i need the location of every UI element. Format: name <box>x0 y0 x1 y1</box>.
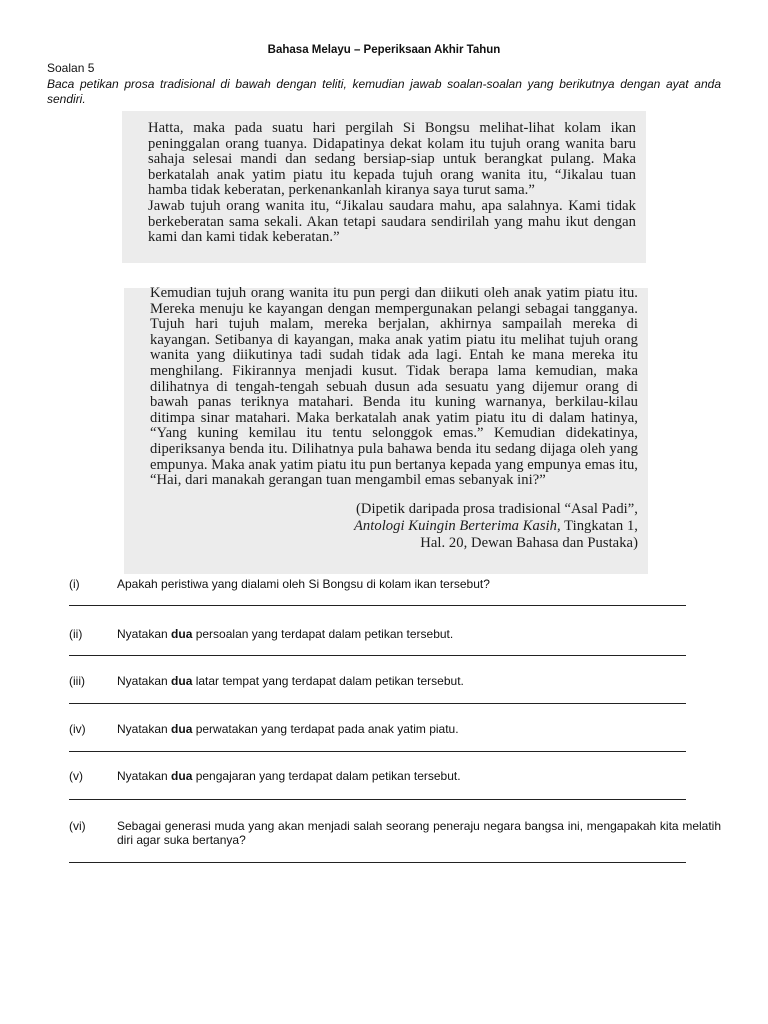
passage-excerpt-1 <box>122 111 646 263</box>
question-text-part: Sebagai generasi muda yang akan menjadi salah seorang peneraju negara bangsa ini, mengapakah kita melatih diri agar suka bertanya? <box>117 819 721 847</box>
citation-line: Hal. 20, Dewan Bahasa dan Pustaka) <box>420 534 638 551</box>
question-text-part: latar tempat yang terdapat dalam petikan tersebut. <box>192 674 464 688</box>
answer-line[interactable] <box>69 605 686 606</box>
passage-paragraph: Kemudian tujuh orang wanita itu pun pergi dan diikuti oleh anak yatim piatu itu. Mereka menuju ke kayangan dengan mempergunakan pelangi sebagai tangganya. Tujuh hari tujuh malam, mereka berjalan, akhirnya sampailah mereka di kayangan. Setibanya di kayangan, maka anak yatim piatu itu melihat tujuh orang wanita yang diikutinya tadi sudah tidak ada lagi. Entah ke mana mereka itu menghilang. Fikirannya menjadi kusut. Tidak berapa lama kemudian, maka dilihatnya di tengah-tengah sebuah dusun ada sesuatu yang dijemur orang di bawah panas teriknya matahari. Benda itu kuning warnanya, berkilau-kilau ditimpa sinar matahari. Maka berkatalah anak yatim piatu itu di dalam hatinya, “Yang kuning kemilau itu tentu selonggok emas.” Kemudian didekatinya, diperiksanya benda itu. Dilihatnya pula bahawa benda itu sedang dijaga oleh yang empunya. Maka anak yatim piatu itu pun bertanya kepada yang empunya emas itu, “Hai, dari manakah gerangan tuan mengambil emas sebanyak ini?” <box>150 285 638 489</box>
question-text <box>117 769 721 783</box>
question-text <box>117 674 721 688</box>
question-text-part: perwatakan yang terdapat pada anak yatim piatu. <box>192 722 459 736</box>
question-emphasis: dua <box>171 627 193 641</box>
question-number: (i) <box>69 577 80 591</box>
question-text <box>117 819 721 847</box>
question-label: Soalan 5 <box>47 61 95 75</box>
question-text-part: persoalan yang terdapat dalam petikan tersebut. <box>192 627 454 641</box>
page-title: Bahasa Melayu – Peperiksaan Akhir Tahun <box>267 44 501 56</box>
question-text-part: Nyatakan <box>117 722 172 736</box>
question-text-part: Apakah peristiwa yang dialami oleh Si Bongsu di kolam ikan tersebut? <box>117 577 490 591</box>
answer-line[interactable] <box>69 703 686 704</box>
question-text-part: Nyatakan <box>117 674 172 688</box>
question-text <box>117 577 721 591</box>
question-number: (iv) <box>69 722 86 736</box>
question-emphasis: dua <box>171 722 193 736</box>
question-number: (v) <box>69 769 83 783</box>
passage-paragraph: Jawab tujuh orang wanita itu, “Jikalau saudara mahu, apa salahnya. Kami tidak berkeberatan sama sekali. Akan tetapi saudara sendirilah yang mahu ikut dengan kami dan kami tidak keberatan.” <box>148 197 636 246</box>
citation-book-title: Antologi Kuingin Berterima Kasih <box>353 517 558 534</box>
question-number: (iii) <box>69 674 85 688</box>
answer-line[interactable] <box>69 751 686 752</box>
passage-citation <box>150 501 638 552</box>
answer-line[interactable] <box>69 862 686 863</box>
question-number: (vi) <box>69 819 86 833</box>
question-text <box>117 627 721 641</box>
passage-excerpt-2 <box>124 285 648 574</box>
question-text-part: Nyatakan <box>117 769 172 783</box>
question-emphasis: dua <box>171 769 193 783</box>
answer-line[interactable] <box>69 655 686 656</box>
question-emphasis: dua <box>171 674 193 688</box>
question-text-part: Nyatakan <box>117 627 172 641</box>
question-number: (ii) <box>69 627 83 641</box>
citation-line <box>150 518 638 535</box>
citation-grade: , Tingkatan 1, <box>557 517 638 534</box>
question-text-part: pengajaran yang terdapat dalam petikan tersebut. <box>192 769 461 783</box>
citation-line: (Dipetik daripada prosa tradisional “Asal Padi”, <box>355 500 638 517</box>
passage-paragraph: Hatta, maka pada suatu hari pergilah Si Bongsu melihat-lihat kolam ikan peninggalan orang tuanya. Didapatinya dekat kolam itu tujuh orang wanita baru sahaja selesai mandi dan sedang bersiap-siap untuk berangkat pulang. Maka berkatalah anak yatim piatu itu kepada tujuh orang wanita itu, “Jikalau tuan hamba tidak keberatan, perkenankanlah kiranya saya turut sama.” <box>148 120 636 199</box>
answer-line[interactable] <box>69 799 686 800</box>
question-text <box>117 722 721 736</box>
question-instruction: Baca petikan prosa tradisional di bawah dengan teliti, kemudian jawab soalan-soalan yang berikutnya dengan ayat anda sendiri. <box>47 77 721 106</box>
